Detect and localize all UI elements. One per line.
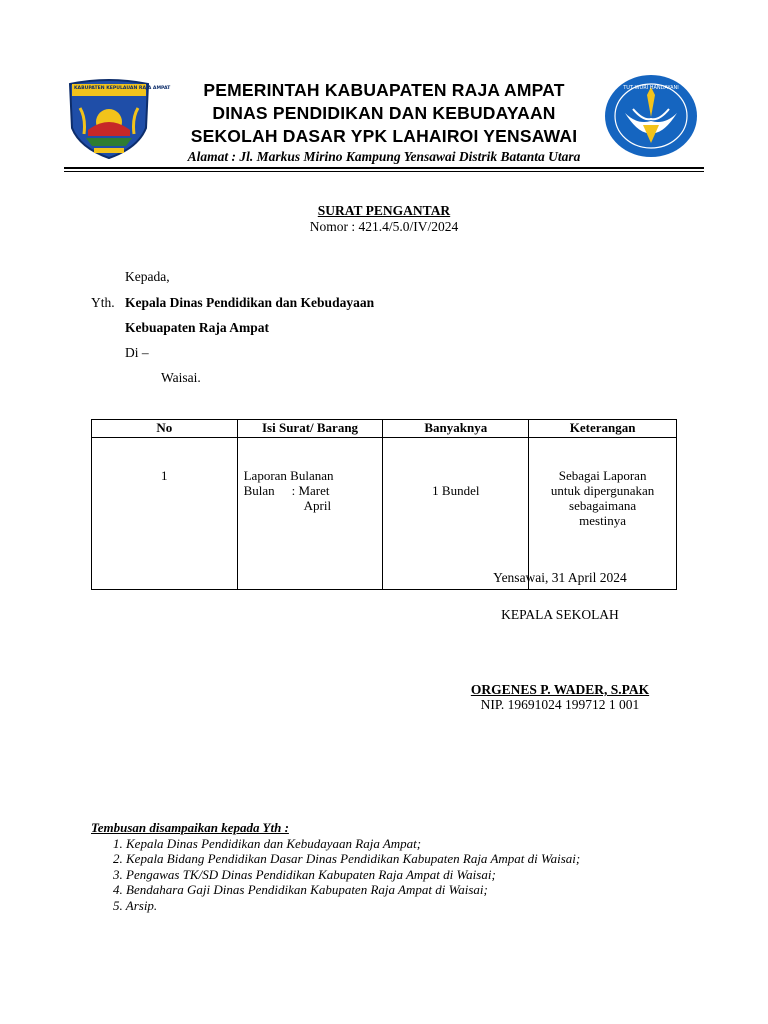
kop-line-1: PEMERINTAH KABUAPATEN RAJA AMPAT [203, 80, 565, 100]
signatory-nip: NIP. 19691024 199712 1 001 [480, 697, 640, 712]
yth-label: Yth. [91, 295, 115, 310]
cc-list [91, 836, 580, 914]
letter-number: Nomor : 421.4/5.0/IV/2024 [309, 219, 459, 234]
item-line-1: Laporan Bulanan [243, 468, 334, 483]
list-item: 5. Arsip. [113, 897, 158, 913]
cell-note [529, 438, 677, 590]
recipient-line-2: Kebuapaten Raja Ampat [125, 320, 270, 335]
cell-no: 1 [92, 438, 238, 590]
list-item: 3. Pengawas TK/SD Dinas Pendidikan Kabupaten Raja Ampat di Waisai; [113, 866, 496, 882]
item-month-value: : Maret [291, 483, 330, 498]
to-label: Kepada, [125, 269, 170, 284]
left-logo-text: KABUPATEN KEPULAUAN RAJA AMPAT [74, 86, 171, 91]
cc-title: Tembusan disampaikan kepada Yth : [91, 820, 289, 835]
header-qty: Banyaknya [383, 420, 529, 438]
note-line-2: untuk dipergunakan [550, 483, 655, 498]
header-no: No [92, 420, 238, 438]
item-line-2 [244, 483, 383, 498]
signature-position: KEPALA SEKOLAH [501, 607, 619, 622]
note-line-3: sebagaimana [569, 498, 637, 513]
item-month-label: Bulan [243, 483, 275, 498]
di-label: Di – [125, 345, 149, 360]
header-item: Isi Surat/ Barang [237, 420, 383, 438]
recipient-line-1: Kepala Dinas Pendidikan dan Kebudayaan [125, 295, 375, 310]
table-header-row [92, 420, 677, 438]
right-logo-text: TUT WURI HANDAYANI [623, 85, 679, 91]
kop-line-3: SEKOLAH DASAR YPK LAHAIROI YENSAWAI [190, 126, 578, 146]
note-line-4: mestinya [579, 513, 627, 528]
list-item: 4. Bendahara Gaji Dinas Pendidikan Kabupaten Raja Ampat di Waisai; [113, 882, 488, 897]
recipient-place: Waisai. [161, 370, 201, 385]
cell-qty: 1 Bundel [383, 438, 529, 590]
letterhead-rule-thick [64, 167, 704, 169]
cc-section [91, 820, 580, 913]
signatory-name: ORGENES P. WADER, S.PAK [470, 682, 650, 697]
cell-item [237, 438, 383, 590]
list-item: 1. Kepala Dinas Pendidikan dan Kebudayaan Raja Ampat; [113, 835, 422, 851]
table-row [92, 438, 677, 590]
letter-title: SURAT PENGANTAR [317, 203, 451, 218]
list-item: 2. Kepala Bidang Pendidikan Dasar Dinas Pendidikan Kabupaten Raja Ampat di Waisai; [113, 851, 581, 866]
item-line-3: April [303, 498, 332, 513]
kop-line-2: DINAS PENDIDIKAN DAN KEBUDAYAAN [212, 103, 556, 123]
header-note: Keterangan [529, 420, 677, 438]
place-date: Yensawai, 31 April 2024 [493, 570, 627, 585]
items-table [91, 419, 677, 590]
letterhead-rule-thin [64, 171, 704, 172]
note-line-1: Sebagai Laporan [558, 468, 647, 483]
school-address: Alamat : Jl. Markus Mirino Kampung Yensawai Distrik Batanta Utara [187, 149, 581, 164]
